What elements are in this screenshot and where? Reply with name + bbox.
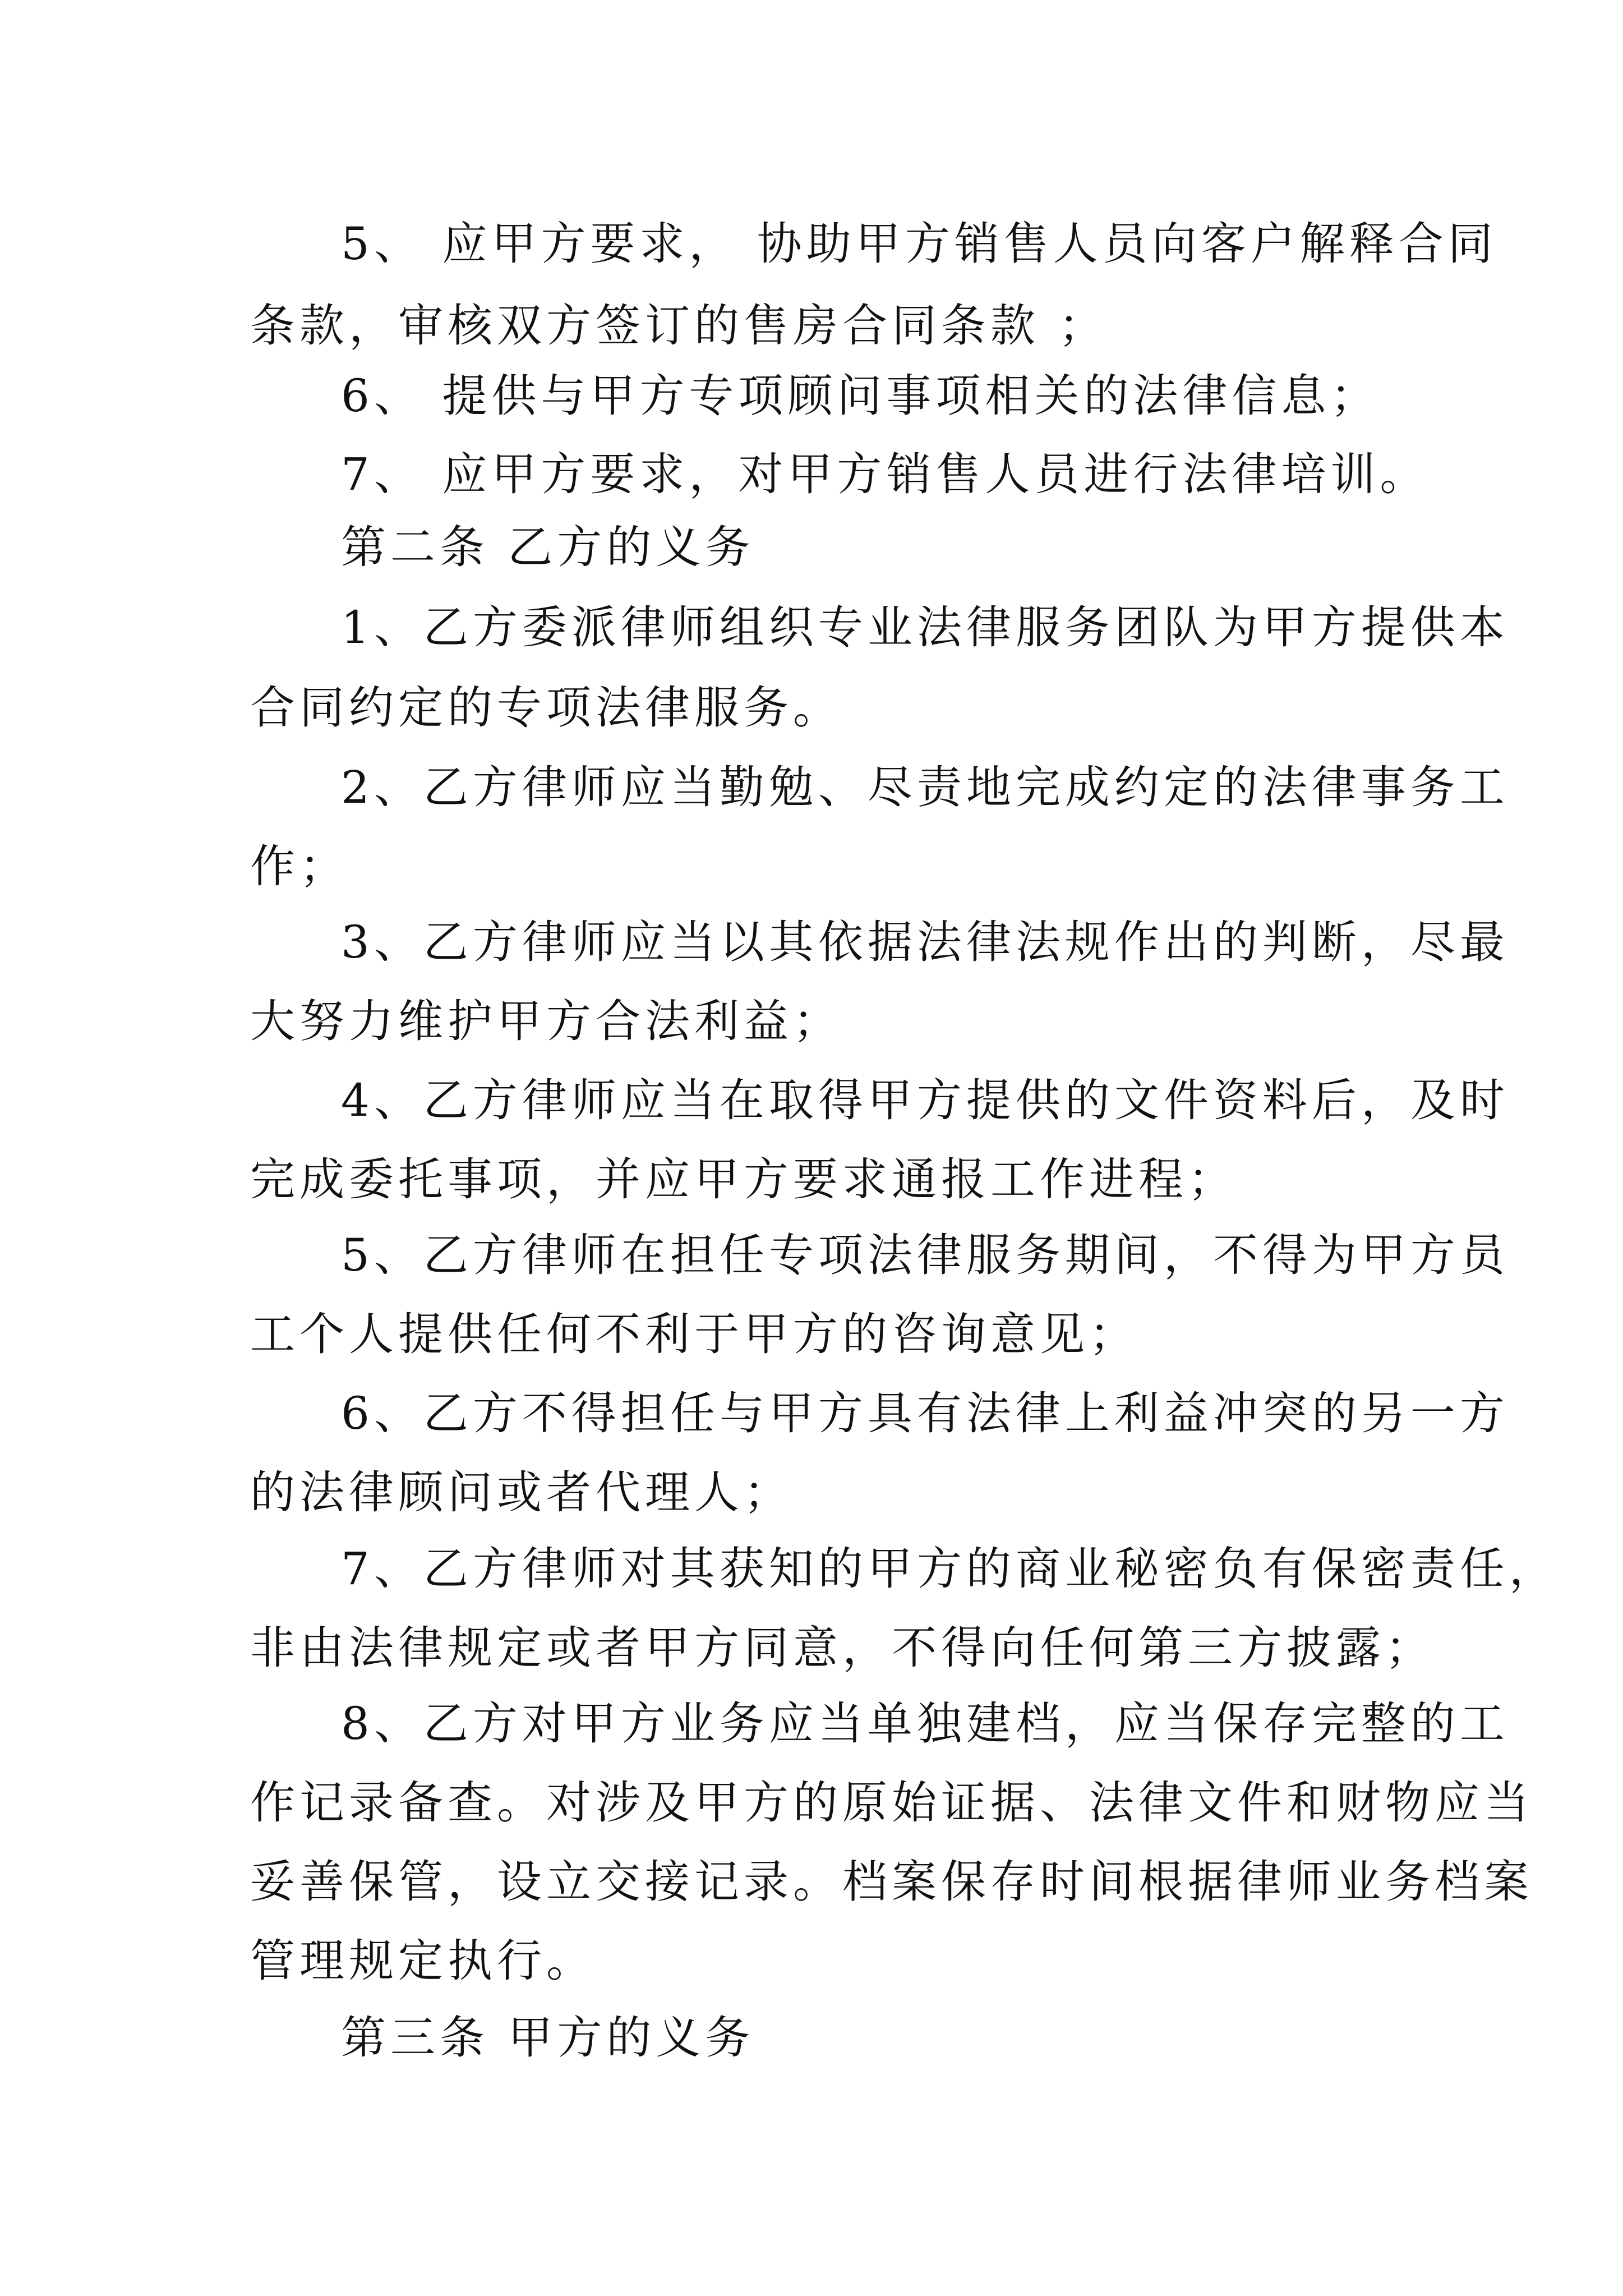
text-line: 4、乙方律师应当在取得甲方提供的文件资料后，及时 [341,1074,1509,1126]
text-line: 作； [250,840,349,892]
text-line: 合同约定的专项法律服务。 [250,682,842,734]
section-heading: 第二条 乙方的义务 [341,521,755,573]
text-line: 条款，审核双方签订的售房合同条款 ； [250,300,1108,352]
text-line: 5、 应甲方要求， 协助甲方销售人员向客户解释合同 [341,218,1497,270]
text-line: 1、乙方委派律师组织专业法律服务团队为甲方提供本 [341,601,1509,654]
text-line: 6、乙方不得担任与甲方具有法律上利益冲突的另一方 [341,1387,1509,1439]
text-line: 6、 提供与甲方专项顾问事项相关的法律信息； [341,370,1380,422]
text-line: 7、乙方律师对其获知的甲方的商业秘密负有保密责任， [341,1543,1559,1595]
text-line: 工个人提供任何不利于甲方的咨询意见； [250,1308,1138,1360]
section-heading: 第三条 甲方的义务 [341,2012,755,2064]
text-line: 作记录备查。对涉及甲方的原始证据、法律文件和财物应当 [250,1777,1533,1829]
text-line: 的法律顾问或者代理人； [250,1466,793,1519]
text-line: 大努力维护甲方合法利益； [250,995,842,1047]
text-line: 7、 应甲方要求，对甲方销售人员进行法律培训。 [341,448,1430,500]
text-line: 完成委托事项，并应甲方要求通报工作进程； [250,1153,1237,1205]
text-line: 管理规定执行。 [250,1935,596,1987]
text-line: 妥善保管，设立交接记录。档案保存时间根据律师业务档案 [250,1856,1533,1908]
text-line: 2、乙方律师应当勤勉、尽责地完成约定的法律事务工 [341,761,1509,813]
text-line: 非由法律规定或者甲方同意，不得向任何第三方披露； [250,1622,1435,1674]
text-line: 8、乙方对甲方业务应当单独建档，应当保存完整的工 [341,1697,1509,1750]
text-line: 3、乙方律师应当以其依据法律法规作出的判断，尽最 [341,916,1509,968]
text-line: 5、乙方律师在担任专项法律服务期间，不得为甲方员 [341,1229,1509,1281]
